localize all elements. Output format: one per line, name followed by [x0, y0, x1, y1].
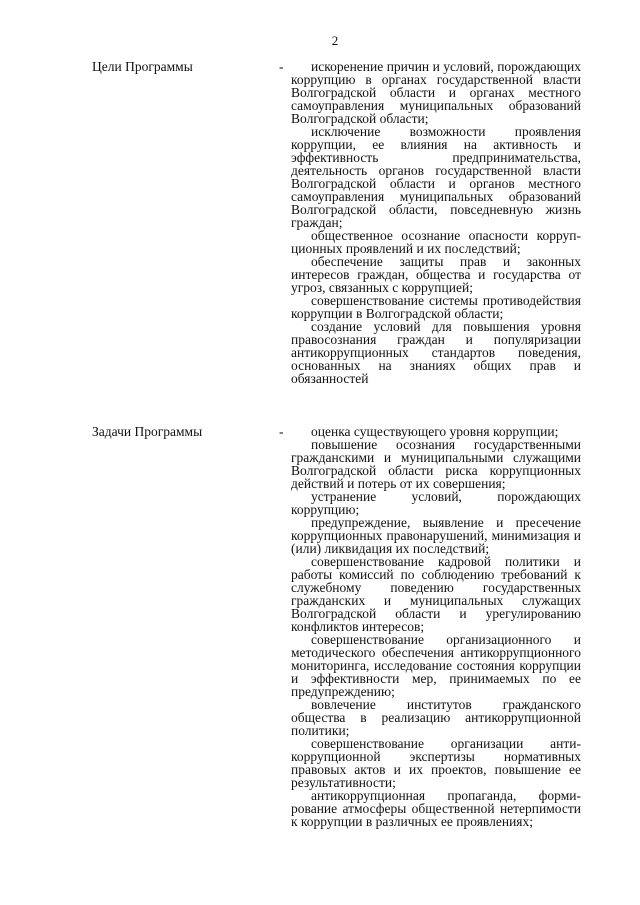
goal-item: обеспечение защиты прав и законных интересов граждан, общества и государства от угроз, связанных с коррупцией;	[291, 254, 581, 295]
goal-item: общественное осознание опасности коррупционных проявлений и их последствий;	[291, 228, 581, 256]
goal-item: совершенствование системы противодействия коррупции в Волгоградской области;	[291, 293, 581, 321]
task-item: совершенствование кадровой политики и работы комиссий по соблюдению требований к служебному поведению государственных гражданских и муниципальных служащих Волгоградской области и урегулированию конфликтов интересов;	[291, 554, 581, 634]
goal-item: искоренение причин и условий, порождающих коррупцию в органах государственной власти Волгоградской области и органах местного самоуправления муниципальных образований Волгоградской области;	[291, 59, 581, 126]
task-item: совершенствование организационного и методического обеспечения антикоррупционного мониторинга, исследование состояния коррупции и эффективности мер, принимаемых по ее предупреждению;	[291, 632, 581, 699]
task-item: предупреждение, выявление и пресечение коррупционных правонарушений, минимизация и (или) ликвидация их последствий;	[291, 515, 581, 556]
task-item: совершенствование организации антикоррупционной экспертизы нормативных правовых актов и их проектов, повышение ее результативности;	[291, 736, 581, 790]
page-number: 2	[331, 33, 339, 48]
program-goals-dash: -	[279, 59, 284, 74]
program-tasks-dash: -	[279, 424, 284, 439]
program-goals-label: Цели Программы	[92, 59, 193, 74]
program-goals-list	[291, 60, 581, 385]
task-item: вовлечение институтов гражданского общества в реализацию антикоррупционной политики;	[291, 697, 581, 738]
task-item: оценка существующего уровня коррупции;	[311, 424, 559, 439]
goal-item: создание условий для повышения уровня правосознания граждан и популяризации антикоррупционных стандартов поведения, основанных на знаниях общих прав и обязанностей	[291, 319, 581, 386]
task-item: антикоррупционная пропаганда, формирование атмосферы общественной нетерпимости к коррупции в различных ее проявлениях;	[291, 788, 581, 829]
task-item: устранение условий, порождающих коррупцию;	[291, 489, 581, 517]
goal-item: исключение возможности проявления коррупции, ее влияния на активность и эффективность предпринимательства, деятельность органов государственной власти Волгоградской области и органов местного самоуправления муниципальных образований Волгоградской области, повседневную жизнь граждан;	[291, 124, 581, 230]
program-tasks-list	[291, 425, 581, 828]
task-item: повышение осознания государственными гражданскими и муниципальными служащими Волгоградской области риска коррупционных действий и потерь от их совершения;	[291, 437, 581, 491]
program-tasks-label: Задачи Программы	[92, 424, 203, 439]
